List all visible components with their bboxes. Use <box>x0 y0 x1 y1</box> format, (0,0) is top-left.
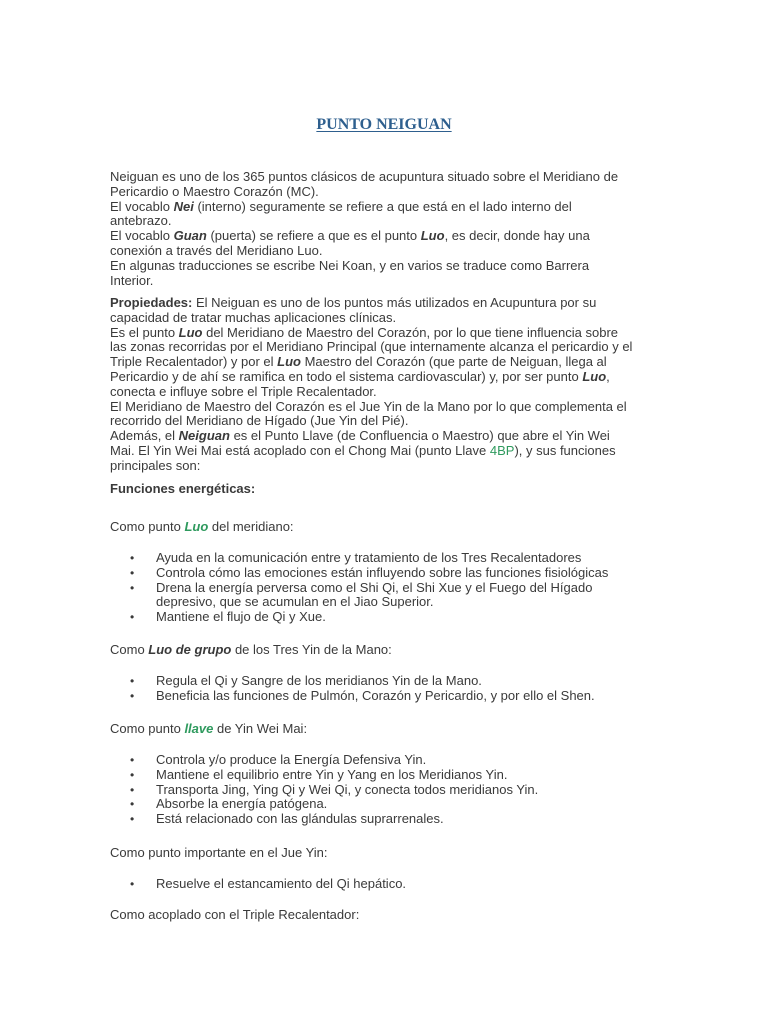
section-grupo-list <box>110 674 595 704</box>
text-line <box>110 229 660 244</box>
text-line: depresivo, que se acumulan en el Jiao Superior. <box>156 594 434 610</box>
term-luo: Luo <box>277 354 301 370</box>
text-run: Maestro del Corazón (que parte de Neiguan, llega al <box>300 354 607 370</box>
text-run: Pericardio y de ahí se ramifica en todo el sistema cardiovascular) y, por ser punto <box>110 368 583 384</box>
text-line: capacidad de tratar muchas aplicaciones clínicas. <box>110 309 397 325</box>
list-item: • Beneficia las funciones de Pulmón, Corazón y Pericardio, y por ello el Shen. <box>110 689 595 704</box>
text-run: El vocablo <box>110 228 174 244</box>
section-llave-list <box>110 753 538 827</box>
list-item: • Ayuda en la comunicación entre y tratamiento de los Tres Recalentadores <box>110 551 608 566</box>
list-item: • Mantiene el flujo de Qi y Xue. <box>110 610 608 625</box>
text-run: Triple Recalentador) y por el <box>110 354 278 370</box>
term-luo-link[interactable]: Luo <box>184 519 209 534</box>
section-jueyin-heading: Como punto importante en el Jue Yin: <box>110 845 328 860</box>
list-item: • Mantiene el equilibrio entre Yin y Yang en los Meridianos Yin. <box>110 768 538 783</box>
page-title: PUNTO NEIGUAN <box>316 116 452 133</box>
list-item: • Resuelve el estancamiento del Qi hepático. <box>110 877 406 892</box>
section-jueyin-list <box>110 877 406 892</box>
term-neiguan: Neiguan <box>178 428 230 444</box>
list-item: • Está relacionado con las glándulas suprarrenales. <box>110 812 538 827</box>
term-luo: Luo <box>582 368 607 384</box>
list-item: • Absorbe la energía patógena. <box>110 797 538 812</box>
section-llave-heading <box>110 721 307 736</box>
text-line <box>110 355 660 370</box>
section-luo-list <box>110 551 608 625</box>
text-line <box>110 326 660 341</box>
text-run: Como punto <box>110 721 185 736</box>
text-line: recorrido del Meridiano de Hígado (Jue Yin del Pié). <box>110 413 409 429</box>
text-run: es el Punto Llave (de Confluencia o Maestro) que abre el Yin Wei <box>229 428 610 444</box>
funciones-heading: Funciones energéticas: <box>110 481 256 496</box>
term-luo: Luo <box>420 228 445 244</box>
text-run: del meridiano: <box>208 519 294 534</box>
text-line <box>110 429 660 444</box>
text-line <box>110 444 660 459</box>
text-run: de los Tres Yin de la Mano: <box>231 642 392 657</box>
text-run: de Yin Wei Mai: <box>213 721 308 736</box>
text-run: Como punto <box>110 519 185 534</box>
text-run: Como <box>110 642 149 657</box>
text-line <box>110 370 660 385</box>
list-item <box>110 581 608 611</box>
text-line: • Drena la energía perversa como el Shi Qi, el Shi Xue y el Fuego del Hígado <box>156 579 593 595</box>
section-luo-heading <box>110 519 294 534</box>
text-run: El vocablo <box>110 198 174 214</box>
text-line: antebrazo. <box>110 213 172 229</box>
text-run: El Neiguan es uno de los puntos más utilizados en Acupuntura por su <box>192 295 597 310</box>
text-line: conexión a través del Meridiano Luo. <box>110 242 323 258</box>
text-run: Además, el <box>110 428 179 444</box>
list-item: • Controla cómo las emociones están influyendo sobre las funciones fisiológicas <box>110 566 608 581</box>
text-run: , es decir, donde hay una <box>444 228 590 244</box>
properties-label: Propiedades: <box>110 295 193 310</box>
text-run: del Meridiano de Maestro del Corazón, por lo que tiene influencia sobre <box>202 324 619 340</box>
text-run: ), y sus funciones <box>514 442 616 458</box>
text-line <box>110 296 660 311</box>
text-line <box>110 200 660 215</box>
properties-paragraph <box>110 296 660 474</box>
text-line: En algunas traducciones se escribe Nei Koan, y en varios se traduce como Barrera <box>110 257 590 273</box>
text-line: las zonas recorridas por el Meridiano Principal (que internamente alcanza el pericardio y el <box>110 339 633 355</box>
text-run: Es el punto <box>110 324 179 340</box>
list-item: • Transporta Jing, Ying Qi y Wei Qi, y conecta todos meridianos Yin. <box>110 783 538 798</box>
text-line: Interior. <box>110 272 154 288</box>
term-luo: Luo <box>178 324 203 340</box>
text-line: El Meridiano de Maestro del Corazón es el Jue Yin de la Mano por lo que complementa el <box>110 398 627 414</box>
term-luo-grupo: Luo de grupo <box>148 642 232 657</box>
text-run: Mai. El Yin Wei Mai está acoplado con el Chong Mai (punto Llave <box>110 442 490 458</box>
term-llave-link[interactable]: llave <box>184 721 214 736</box>
term-nei: Nei <box>173 198 194 214</box>
text-run: (puerta) se refiere a que es el punto <box>206 228 421 244</box>
text-line: conecta e influye sobre el Triple Recalentador. <box>110 383 377 399</box>
section-grupo-heading <box>110 642 392 657</box>
text-line: Neiguan es uno de los 365 puntos clásicos de acupuntura situado sobre el Meridiano de <box>110 169 619 184</box>
list-item: • Controla y/o produce la Energía Defensiva Yin. <box>110 753 538 768</box>
intro-paragraph <box>110 170 660 288</box>
link-4bp[interactable]: 4BP <box>489 442 515 458</box>
text-run: (interno) seguramente se refiere a que está en el lado interno del <box>193 198 572 214</box>
text-line: principales son: <box>110 457 201 473</box>
list-item: • Regula el Qi y Sangre de los meridianos Yin de la Mano. <box>110 674 595 689</box>
text-run: , <box>606 368 610 384</box>
term-guan: Guan <box>173 228 207 244</box>
text-line: Pericardio o Maestro Corazón (MC). <box>110 183 319 199</box>
section-triple-heading: Como acoplado con el Triple Recalentador: <box>110 907 360 922</box>
